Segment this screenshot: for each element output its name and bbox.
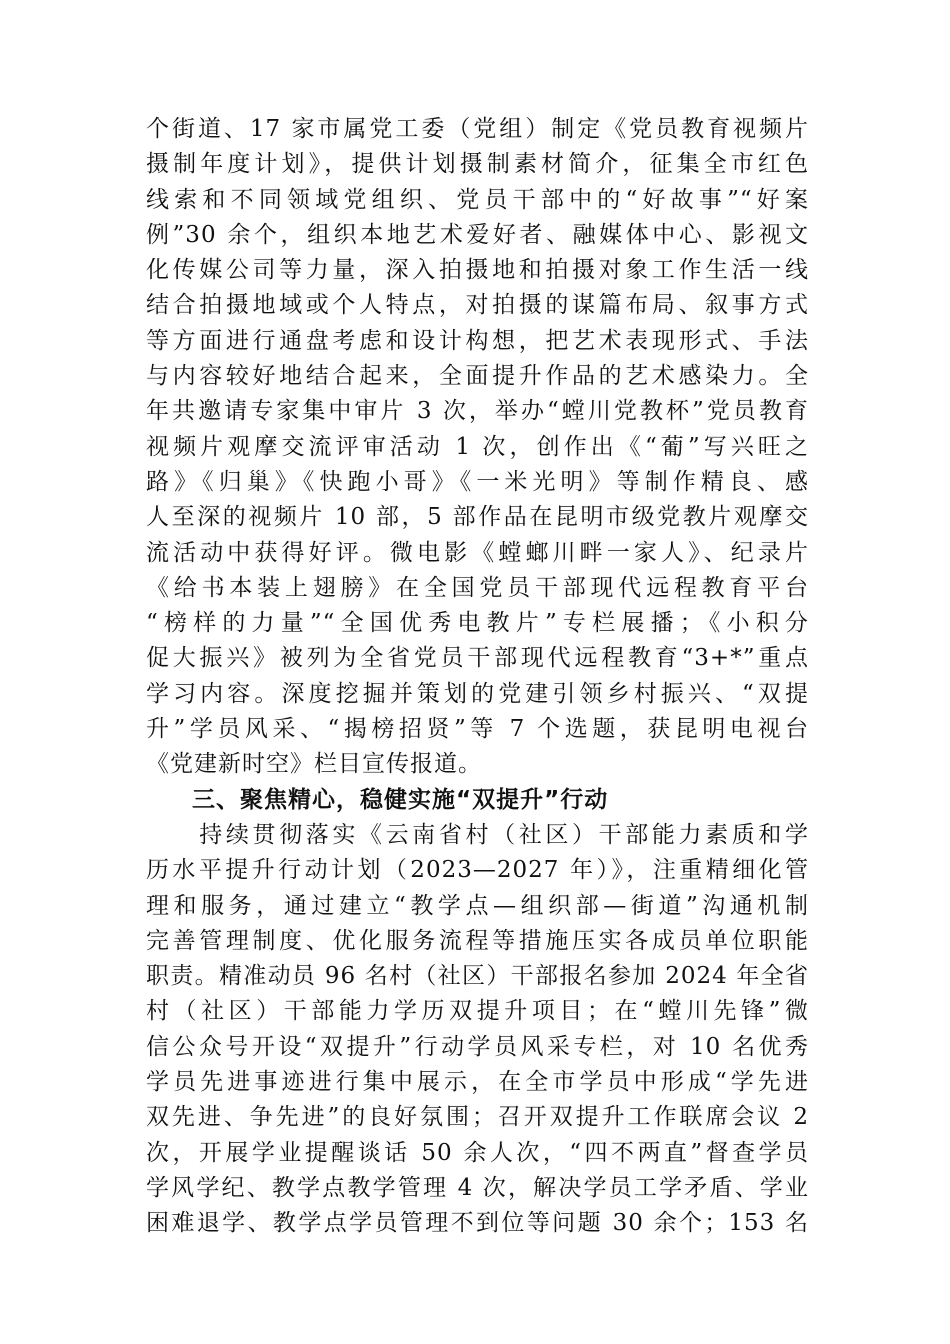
text-line: 村（社区）干部能力学历双提升项目；在“螳川先锋”微	[146, 998, 809, 1025]
text-line: 视频片观摩交流评审活动 1 次，创作出《“葡”写兴旺之	[146, 433, 809, 460]
text-line: 例”30 余个，组织本地艺术爱好者、融媒体中心、影视文	[146, 221, 809, 248]
text-line: 结合拍摄地域或个人特点，对拍摄的谋篇布局、叙事方式	[146, 292, 809, 319]
text-line: 学员先进事迹进行集中展示，在全市学员中形成“学先进	[146, 1069, 809, 1096]
text-line: 升”学员风采、“揭榜招贤”等 7 个选题，获昆明电视台	[146, 716, 809, 743]
text-line: 《给书本装上翅膀》在全国党员干部现代远程教育平台	[146, 574, 809, 601]
paragraph-video-production	[146, 112, 809, 783]
text-line: 信公众号开设“双提升”行动学员风采专栏，对 10 名优秀	[146, 1033, 809, 1060]
text-line: 年共邀请专家集中审片 3 次，举办“螳川党教杯”党员教育	[146, 398, 809, 425]
text-line: 困难退学、教学点学员管理不到位等问题 30 余个；153 名	[146, 1210, 809, 1237]
text-line: 学习内容。深度挖掘并策划的党建引领乡村振兴、“双提	[146, 680, 809, 707]
text-line: 化传媒公司等力量，深入拍摄地和拍摄对象工作生活一线	[146, 257, 809, 284]
text-line: 流活动中获得好评。微电影《螳螂川畔一家人》、纪录片	[146, 539, 809, 566]
section-heading: 三、聚焦精心，稳健实施“双提升”行动	[192, 786, 609, 813]
text-line: 个街道、17 家市属党工委（党组）制定《党员教育视频片	[146, 116, 809, 142]
text-line: 职责。精准动员 96 名村（社区）干部报名参加 2024 年全省	[146, 963, 809, 990]
paragraph-dual-improvement	[146, 818, 809, 1242]
text-line: 历水平提升行动计划（2023—2027 年）》，注重精细化管	[146, 857, 809, 884]
text-line: 与内容较好地结合起来，全面提升作品的艺术感染力。全	[146, 363, 809, 390]
text-line: 等方面进行通盘考虑和设计构想，把艺术表现形式、手法	[146, 327, 809, 354]
text-line: 理和服务，通过建立“教学点—组织部—街道”沟通机制	[146, 892, 809, 919]
text-line: 线索和不同领域党组织、党员干部中的“好故事”“好案	[146, 186, 809, 213]
text-line: 促大振兴》被列为全省党员干部现代远程教育“3+*”重点	[146, 645, 809, 672]
document-page	[146, 112, 809, 1242]
text-line: 双先进、争先进”的良好氛围；召开双提升工作联席会议 2	[146, 1104, 809, 1131]
text-line: 完善管理制度、优化服务流程等措施压实各成员单位职能	[146, 927, 809, 954]
text-line: 学风学纪、教学点教学管理 4 次，解决学员工学矛盾、学业	[146, 1174, 809, 1201]
text-line: 人至深的视频片 10 部，5 部作品在昆明市级党教片观摩交	[146, 504, 809, 531]
text-line: “榜样的力量”“全国优秀电教片”专栏展播；《小积分	[146, 610, 809, 637]
text-line: 路》《归巢》《快跑小哥》《一米光明》等制作精良、感	[146, 468, 809, 495]
text-line: 摄制年度计划》，提供计划摄制素材简介，征集全市红色	[146, 151, 809, 178]
text-line: 持续贯彻落实《云南省村（社区）干部能力素质和学	[146, 821, 809, 848]
text-line: 《党建新时空》栏目宣传报道。	[146, 751, 482, 778]
text-line: 次，开展学业提醒谈话 50 余人次，“四不两直”督查学员	[146, 1139, 809, 1166]
